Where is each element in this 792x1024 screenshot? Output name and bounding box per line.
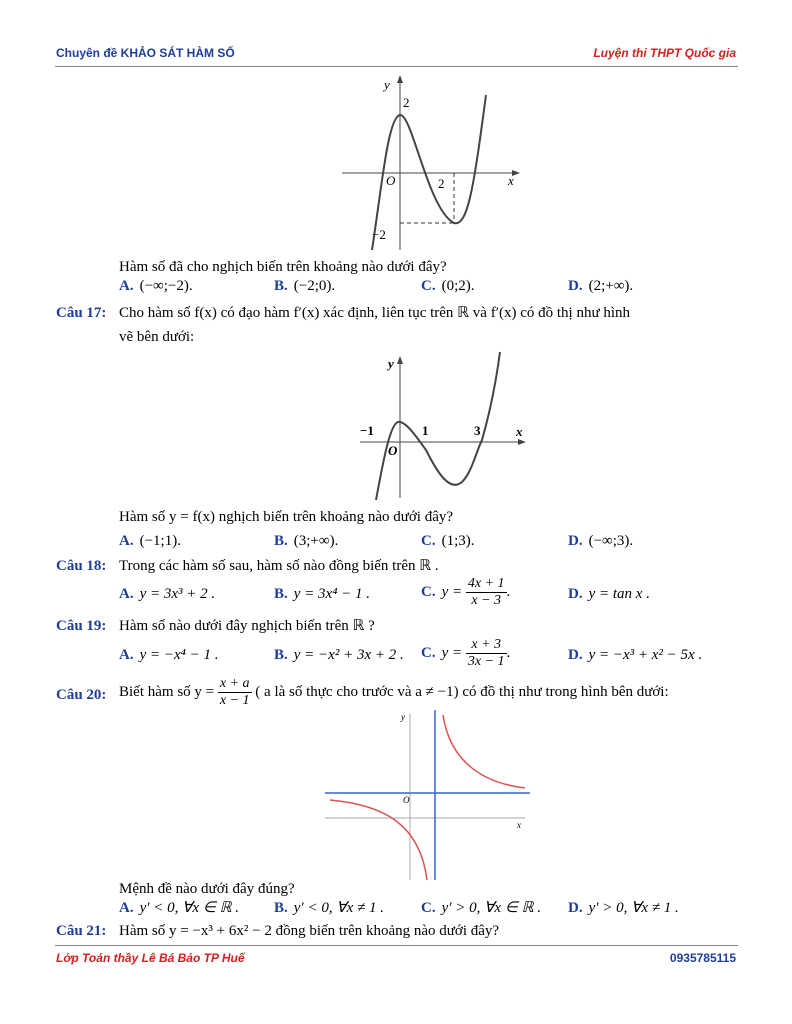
header-title: Chuyên đề KHẢO SÁT HÀM SỐ xyxy=(56,46,235,60)
q19-stem: Hàm số nào dưới đây nghịch biến trên ℝ ? xyxy=(119,618,375,634)
graph-cubic xyxy=(340,75,530,260)
q20-option-c[interactable]: C. y′ > 0, ∀x ∈ ℝ . xyxy=(421,900,542,916)
q18-option-a[interactable]: A. y = 3x³ + 2 . xyxy=(119,586,216,602)
q17-stem-line1: Cho hàm số f(x) có đạo hàm f′(x) xác định, liên tục trên ℝ và f′(x) có đồ thị như hình xyxy=(119,305,631,321)
graph2-tick-1: 1 xyxy=(422,423,429,438)
q17-option-d[interactable]: D. (−∞;3). xyxy=(568,533,634,549)
graph2-origin: O xyxy=(388,443,398,458)
q20-stem: Biết hàm số y = $\frac{x + a}{x - 1}$ ( a là số thực cho trước và a ≠ −1) có đồ thị như trong hình bên dưới: xyxy=(119,676,669,708)
graph1-tick-2y: 2 xyxy=(403,95,410,110)
graph2-x-label: x xyxy=(516,424,523,439)
q17-option-c[interactable]: C. (1;3). xyxy=(421,533,475,549)
q20-stem2: Mệnh đề nào dưới đây đúng? xyxy=(119,881,295,897)
q19-option-b[interactable]: B. y = −x² + 3x + 2 . xyxy=(274,647,404,663)
q17-number: Câu 17: xyxy=(56,305,107,321)
q19-option-d[interactable]: D. y = −x³ + x² − 5x . xyxy=(568,647,703,663)
graph3-y-label: y xyxy=(401,712,405,722)
q18-option-c-fraction: $\frac{4x + 1}{x - 3}$ xyxy=(467,576,505,608)
q17-stem2: Hàm số y = f(x) nghịch biến trên khoảng nào dưới đây? xyxy=(119,509,454,525)
q16-option-b[interactable]: B. (−2;0). xyxy=(274,278,336,294)
graph1-origin: O xyxy=(386,173,396,188)
q20-fraction: $\frac{x + a}{x - 1}$ xyxy=(219,676,250,708)
q18-option-d[interactable]: D. y = tan x . xyxy=(568,586,650,602)
q19-option-a[interactable]: A. y = −x⁴ − 1 . xyxy=(119,647,219,663)
q18-stem: Trong các hàm số sau, hàm số nào đồng biến trên ℝ . xyxy=(119,558,439,574)
footer-author: Lớp Toán thầy Lê Bá Bảo TP Huế xyxy=(56,951,245,965)
q17-option-a[interactable]: A. (−1;1). xyxy=(119,533,181,549)
q20-option-d[interactable]: D. y′ > 0, ∀x ≠ 1 . xyxy=(568,900,679,916)
graph2-y-label: y xyxy=(388,356,394,371)
graph3-origin: O xyxy=(403,795,410,805)
graph3-x-label: x xyxy=(517,820,521,830)
q20-option-b[interactable]: B. y′ < 0, ∀x ≠ 1 . xyxy=(274,900,384,916)
graph1-tick-m2: −2 xyxy=(372,227,386,242)
q19-number: Câu 19: xyxy=(56,618,107,634)
q19-option-c-fraction: $\frac{x + 3}{3x - 1}$ xyxy=(467,637,505,669)
graph1-x-label: x xyxy=(508,173,514,188)
q21-stem: Hàm số y = −x³ + 6x² − 2 đồng biến trên khoảng nào dưới đây? xyxy=(119,923,500,939)
graph2-tick-3: 3 xyxy=(474,423,481,438)
q16-option-a[interactable]: A. (−∞;−2). xyxy=(119,278,193,294)
q19-option-c[interactable]: C. y = $\frac{x + 3}{3x - 1}$ . xyxy=(421,637,511,669)
footer-rule xyxy=(55,945,738,946)
q21-number: Câu 21: xyxy=(56,923,107,939)
graph-hyperbola xyxy=(325,710,530,880)
q17-stem-line2: vẽ bên dưới: xyxy=(119,329,195,345)
q20-option-a[interactable]: A. y′ < 0, ∀x ∈ ℝ . xyxy=(119,900,240,916)
q16-stem: Hàm số đã cho nghịch biến trên khoảng nào dưới đây? xyxy=(119,259,447,275)
q18-option-c[interactable]: C. y = $\frac{4x + 1}{x - 3}$ . xyxy=(421,576,511,608)
q17-option-b[interactable]: B. (3;+∞). xyxy=(274,533,339,549)
graph-derivative xyxy=(358,352,533,500)
graph2-tick-m1: −1 xyxy=(360,423,374,438)
q16-option-c[interactable]: C. (0;2). xyxy=(421,278,475,294)
q18-option-b[interactable]: B. y = 3x⁴ − 1 . xyxy=(274,586,371,602)
graph1-y-label: y xyxy=(384,77,390,92)
header-rule xyxy=(55,66,738,67)
q20-number: Câu 20: xyxy=(56,687,107,703)
header-subtitle: Luyện thi THPT Quốc gia xyxy=(593,46,736,60)
q16-option-d[interactable]: D. (2;+∞). xyxy=(568,278,634,294)
footer-phone: 0935785115 xyxy=(669,951,736,965)
graph1-tick-2x: 2 xyxy=(438,176,445,191)
q18-number: Câu 18: xyxy=(56,558,107,574)
